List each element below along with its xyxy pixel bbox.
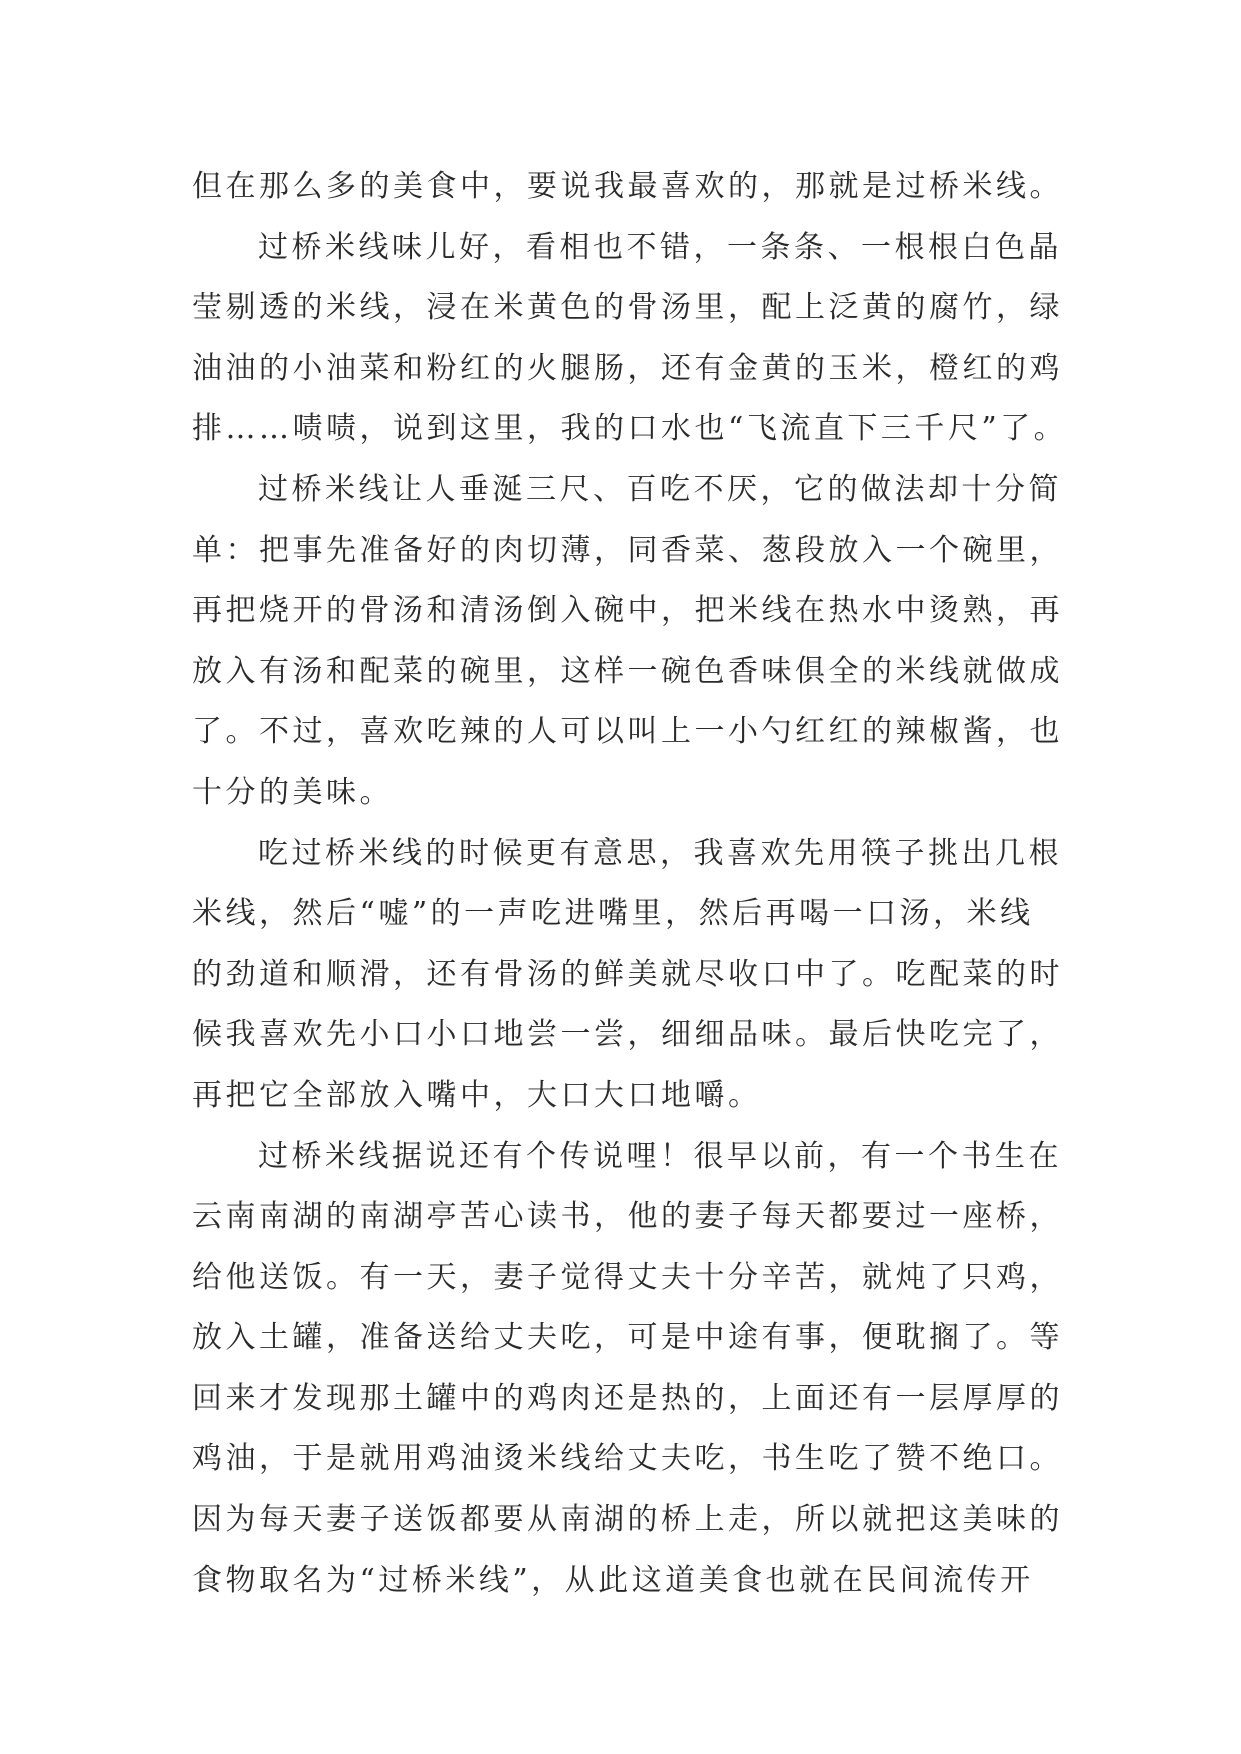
text-line: 再把烧开的骨汤和清汤倒入碗中，把米线在热水中烫熟，再 bbox=[192, 593, 1063, 629]
text-line: 放入土罐，准备送给丈夫吃，可是中途有事，便耽搁了。等 bbox=[192, 1320, 1063, 1356]
paragraph-start-line: 过桥米线让人垂涎三尺、百吃不厌，它的做法却十分简 bbox=[258, 471, 1062, 507]
text-line: 排……啧啧，说到这里，我的口水也“飞流直下三千尺”了。 bbox=[192, 411, 1068, 447]
text-line: 鸡油，于是就用鸡油烫米线给丈夫吃，书生吃了赞不绝口。 bbox=[192, 1441, 1063, 1477]
text-line: 米线，然后“嘘”的一声吃进嘴里，然后再喝一口汤，米线 bbox=[192, 896, 1034, 932]
text-line: 但在那么多的美食中，要说我最喜欢的，那就是过桥米线。 bbox=[192, 169, 1063, 204]
text-line: 十分的美味。 bbox=[192, 774, 393, 810]
text-line: 放入有汤和配菜的碗里，这样一碗色香味俱全的米线就做成 bbox=[192, 653, 1063, 689]
text-line: 因为每天妻子送饭都要从南湖的桥上走，所以就把这美味的 bbox=[192, 1502, 1063, 1538]
paragraph-start-line: 过桥米线味儿好，看相也不错，一条条、一根根白色晶 bbox=[258, 229, 1062, 265]
text-line: 的劲道和顺滑，还有骨汤的鲜美就尽收口中了。吃配菜的时 bbox=[192, 956, 1063, 992]
paragraph-start-line: 过桥米线据说还有个传说哩！很早以前，有一个书生在 bbox=[258, 1138, 1062, 1174]
text-line: 候我喜欢先小口小口地尝一尝，细细品味。最后快吃完了， bbox=[192, 1017, 1063, 1053]
essay-body bbox=[192, 157, 1072, 1611]
text-line: 单：把事先准备好的肉切薄，同香菜、葱段放入一个碗里， bbox=[192, 532, 1063, 568]
text-line: 云南南湖的南湖亭苦心读书，他的妻子每天都要过一座桥， bbox=[192, 1199, 1063, 1235]
text-line: 莹剔透的米线，浸在米黄色的骨汤里，配上泛黄的腐竹，绿 bbox=[192, 290, 1063, 326]
paragraph-start-line: 吃过桥米线的时候更有意思，我喜欢先用筷子挑出几根 bbox=[258, 835, 1062, 871]
text-line: 回来才发现那土罐中的鸡肉还是热的，上面还有一层厚厚的 bbox=[192, 1380, 1063, 1416]
text-line: 食物取名为“过桥米线”，从此这道美食也就在民间流传开 bbox=[192, 1562, 1034, 1598]
text-line: 给他送饭。有一天，妻子觉得丈夫十分辛苦，就炖了只鸡， bbox=[192, 1259, 1063, 1295]
text-line: 再把它全部放入嘴中，大口大口地嚼。 bbox=[192, 1077, 762, 1113]
text-line: 油油的小油菜和粉红的火腿肠，还有金黄的玉米，橙红的鸡 bbox=[192, 350, 1063, 386]
text-line: 了。不过，喜欢吃辣的人可以叫上一小勺红红的辣椒酱，也 bbox=[192, 714, 1063, 750]
